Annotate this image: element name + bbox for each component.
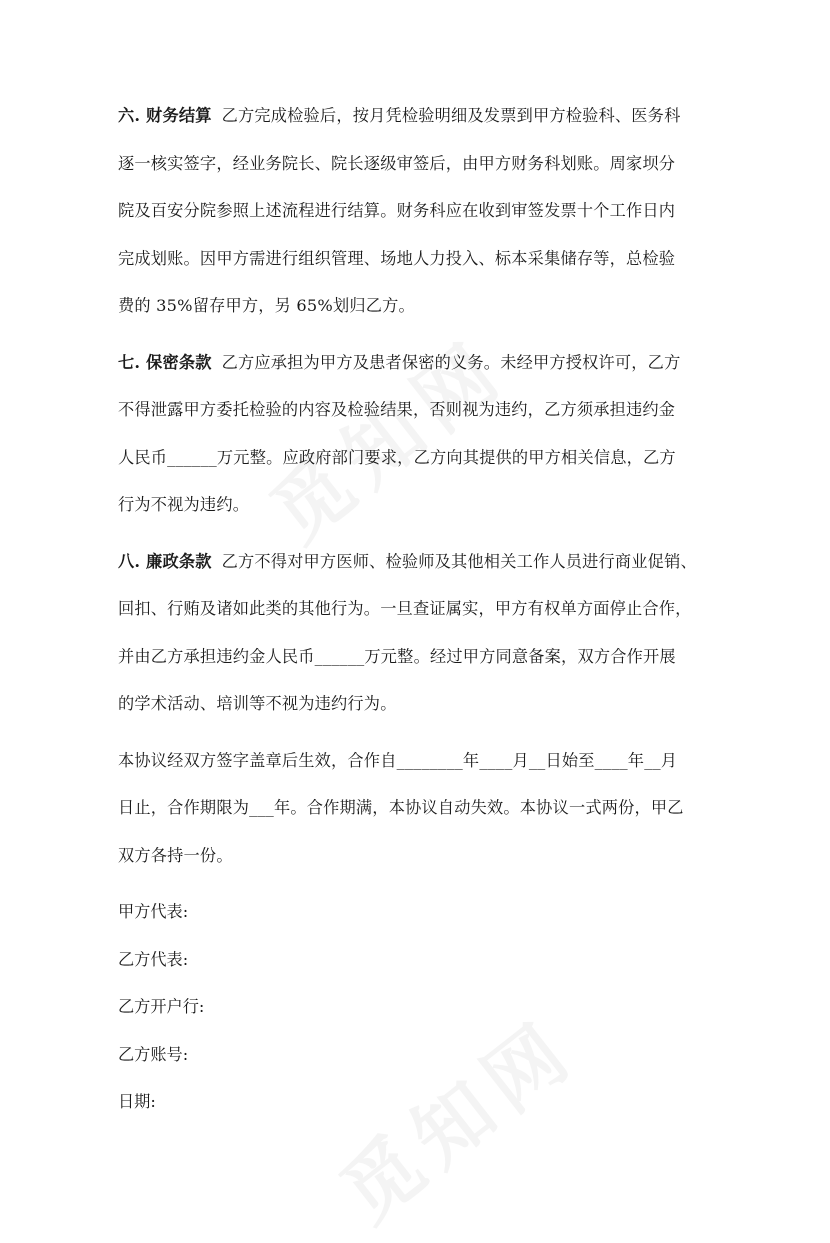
effective-terms: [118, 737, 720, 880]
party-b-bank: 乙方开户行:: [118, 997, 205, 1016]
clause-line: 院及百安分院参照上述流程进行结算。财务科应在收到审签发票十个工作日内: [118, 201, 676, 220]
clause-line: [118, 538, 720, 586]
clause-text: 乙方应承担为甲方及患者保密的义务。未经甲方授权许可，乙方: [221, 352, 681, 372]
clause-text: 乙方完成检验后，按月凭检验明细及发票到甲方检验科、医务科: [221, 106, 681, 125]
party-b-account: 乙方账号:: [118, 1044, 189, 1064]
clause-line: 并由乙方承担违约金人民币______万元整。经过甲方同意备案，双方合作开展: [118, 646, 676, 666]
clause-line: 行为不视为违约。: [118, 495, 250, 514]
clause-line: 费的 35%留存甲方，另 65%划归乙方。: [118, 296, 415, 315]
clause-line: 完成划账。因甲方需进行组织管理、场地人力投入、标本采集储存等，总检验: [118, 248, 676, 268]
party-a-representative: 甲方代表:: [118, 902, 189, 921]
clause-line: 逐一核实签字，经业务院长、院长逐级审签后，由甲方财务科划账。周家坝分: [118, 153, 676, 173]
signing-date: 日期:: [118, 1092, 156, 1111]
clause-line: 人民币______万元整。应政府部门要求，乙方向其提供的甲方相关信息，乙方: [118, 447, 676, 467]
clause-heading: 七. 保密条款: [118, 352, 212, 372]
effective-line: 双方各持一份。: [118, 845, 233, 865]
clause-heading: 六. 财务结算: [118, 106, 212, 125]
clause-line: [118, 339, 720, 387]
clause-line: 不得泄露甲方委托检验的内容及检验结果，否则视为违约，乙方须承担违约金: [118, 400, 676, 419]
clause-integrity: [118, 538, 720, 728]
clause-finance-settlement: [118, 92, 720, 330]
clause-line: 的学术活动、培训等不视为违约行为。: [118, 694, 397, 713]
clause-heading: 八. 廉政条款: [118, 551, 212, 571]
clause-text: 乙方不得对甲方医师、检验师及其他相关工作人员进行商业促销、: [221, 551, 697, 571]
party-b-representative: 乙方代表:: [118, 949, 189, 969]
clause-line: [118, 92, 720, 140]
effective-line: 本协议经双方签字盖章后生效，合作自________年____月__日始至____年__月: [118, 750, 678, 770]
clause-confidentiality: [118, 339, 720, 529]
effective-line: 日止，合作期限为___年。合作期满，本协议自动失效。本协议一式两份，甲乙: [118, 798, 684, 817]
document-page: [118, 92, 720, 1126]
clause-line: 回扣、行贿及诸如此类的其他行为。一旦查证属实，甲方有权单方面停止合作，: [118, 599, 692, 618]
